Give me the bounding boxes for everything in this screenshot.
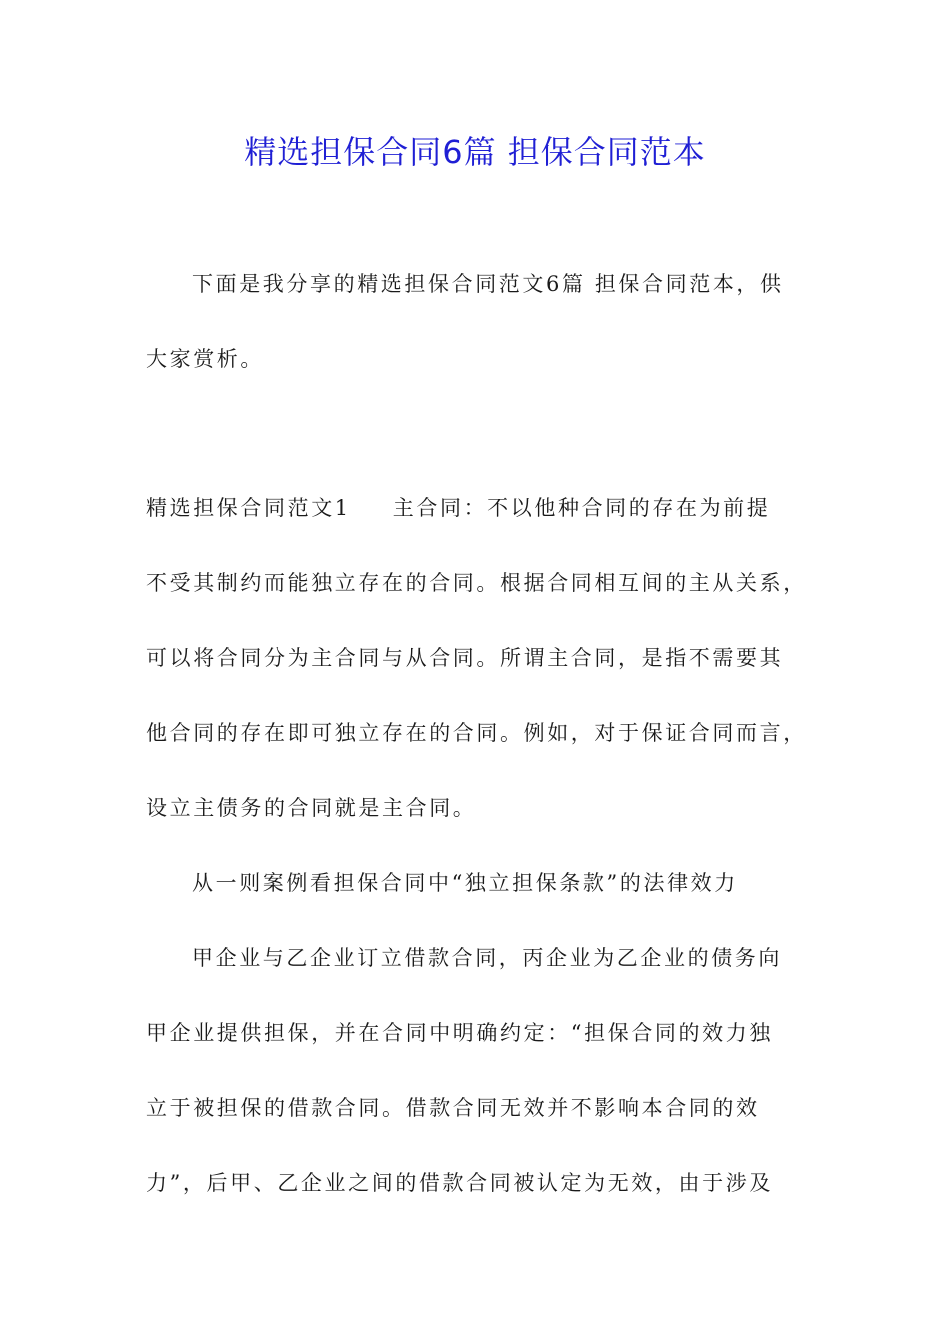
case-line: 甲企业提供担保，并在合同中明确约定：“担保合同的效力独: [146, 1021, 773, 1045]
section1-line: 不受其制约而能独立存在的合同。根据合同相互间的主从关系，: [146, 571, 807, 595]
section1-first-line: [146, 471, 808, 546]
case-title: 从一则案例看担保合同中“独立担保条款”的法律效力: [192, 871, 738, 895]
body-content: [146, 471, 808, 1221]
section1-heading: 精选担保合同范文1: [146, 496, 351, 520]
case-line-1: 甲企业与乙企业订立借款合同，丙企业为乙企业的债务向: [192, 946, 782, 970]
section1-first-line-text: 主合同：不以他种合同的存在为前提: [392, 496, 771, 520]
section1-line: 设立主债务的合同就是主合同。: [146, 796, 477, 820]
intro-paragraph: [146, 247, 808, 397]
section1-line: 他合同的存在即可独立存在的合同。例如，对于保证合同而言，: [146, 721, 807, 745]
case-line: 力”，后甲、乙企业之间的借款合同被认定为无效，由于涉及: [146, 1171, 773, 1195]
section1-line: 可以将合同分为主合同与从合同。所谓主合同，是指不需要其: [146, 646, 784, 670]
intro-line-1: 下面是我分享的精选担保合同范文6篇 担保合同范本，供: [192, 272, 784, 296]
document-title: 精选担保合同6篇 担保合同范本: [244, 133, 706, 171]
case-line: 立于被担保的借款合同。借款合同无效并不影响本合同的效: [146, 1096, 760, 1120]
intro-line-2: 大家赏析。: [146, 347, 264, 371]
